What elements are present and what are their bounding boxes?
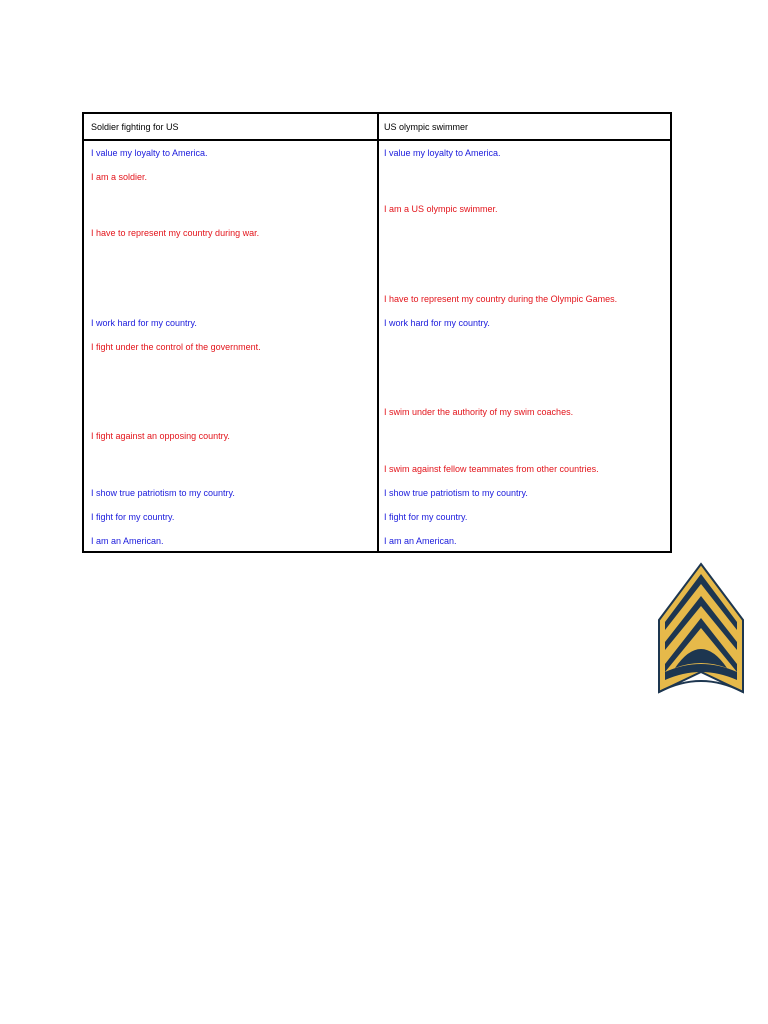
swimmer-row-2: I am a US olympic swimmer. bbox=[384, 204, 498, 214]
soldier-row-5: I fight under the control of the government. bbox=[91, 342, 261, 352]
comparison-table bbox=[82, 112, 672, 553]
header-soldier: Soldier fighting for US bbox=[91, 122, 179, 132]
soldier-row-7: I show true patriotism to my country. bbox=[91, 488, 235, 498]
soldier-row-9: I am an American. bbox=[91, 536, 164, 546]
swimmer-row-4: I work hard for my country. bbox=[384, 318, 490, 328]
header-divider bbox=[84, 139, 670, 141]
soldier-row-2: I am a soldier. bbox=[91, 172, 148, 182]
swimmer-row-3: I have to represent my country during the Olympic Games. bbox=[384, 294, 618, 304]
soldier-row-3: I have to represent my country during war. bbox=[91, 228, 260, 238]
swimmer-row-5: I swim under the authority of my swim coaches. bbox=[384, 407, 574, 417]
swimmer-row-8: I fight for my country. bbox=[384, 512, 468, 522]
sergeant-first-class-chevron-icon bbox=[655, 560, 747, 710]
soldier-row-1: I value my loyalty to America. bbox=[91, 148, 208, 158]
swimmer-row-9: I am an American. bbox=[384, 536, 457, 546]
soldier-row-6: I fight against an opposing country. bbox=[91, 431, 230, 441]
swimmer-row-7: I show true patriotism to my country. bbox=[384, 488, 528, 498]
soldier-row-8: I fight for my country. bbox=[91, 512, 175, 522]
swimmer-row-1: I value my loyalty to America. bbox=[384, 148, 501, 158]
swimmer-row-6: I swim against fellow teammates from other countries. bbox=[384, 464, 599, 474]
header-swimmer: US olympic swimmer bbox=[384, 122, 469, 132]
soldier-row-4: I work hard for my country. bbox=[91, 318, 197, 328]
column-divider bbox=[377, 114, 379, 551]
